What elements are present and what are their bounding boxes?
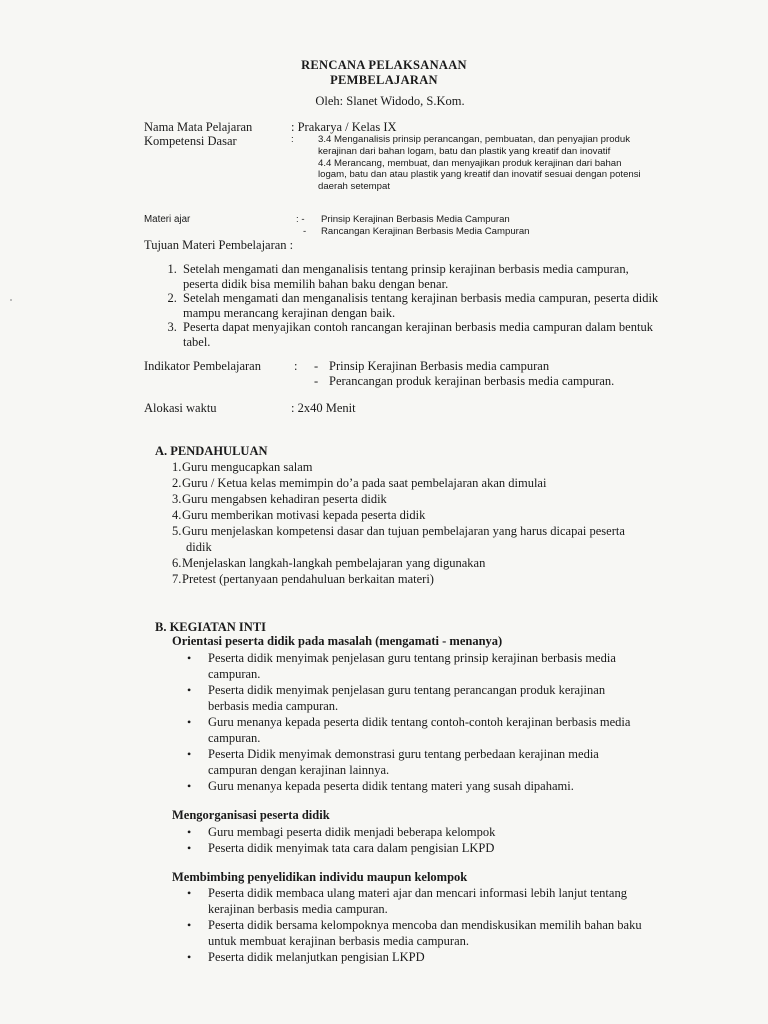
kd-item-text: 4.4 Merancang, membuat, dan menyajikan produk kerajinan dari bahan logam, batu dan atau plastik yang kreatif dan inovatif sesuai dengan potensi daerah setempat — [318, 157, 641, 193]
scan-speck — [10, 299, 12, 301]
list-item: 2. Setelah mengamati dan menganalisis tentang kerajinan berbasis media campuran, peserta didik mampu merancang kerajinan dengan baik. — [180, 291, 662, 320]
membimbing-heading: Membimbing penyelidikan individu maupun kelompok — [172, 870, 468, 884]
tujuan-label: Tujuan Materi Pembelajaran : — [144, 238, 294, 252]
kd-label: Kompetensi Dasar — [144, 134, 237, 148]
alokasi-label: Alokasi waktu — [144, 401, 217, 415]
orientasi-list — [186, 650, 646, 794]
list-item: • Guru menanya kepada peserta didik tentang contoh-contoh kerajinan berbasis media campuran. — [187, 715, 631, 745]
list-item: • Peserta didik bersama kelompoknya mencoba dan mendiskusikan memilih bahan baku untuk membuat kerajinan berbasis media campuran. — [187, 918, 642, 948]
pendahuluan-list — [172, 459, 642, 587]
materi-item-text: Rancangan Kerajinan Berbasis Media Campuran — [321, 225, 530, 237]
bullet-icon: • — [187, 779, 192, 793]
list-item: • Peserta didik membaca ulang materi ajar dan mencari informasi lebih lanjut tentang kerajinan berbasis media campuran. — [187, 886, 627, 916]
list-item: 4. Guru memberikan motivasi kepada peserta didik — [172, 508, 426, 522]
list-item: 5. Guru menjelaskan kompetensi dasar dan tujuan pembelajaran yang harus dicapai peserta — [172, 524, 625, 538]
list-item: • Peserta Didik menyimak demonstrasi guru tentang perbedaan kerajinan media campuran dengan kerajinan lainnya. — [187, 747, 599, 777]
bullet-icon: • — [187, 747, 192, 761]
indikator-label: Indikator Pembelajaran — [144, 359, 261, 373]
materi-item-text: Prinsip Kerajinan Berbasis Media Campuran — [321, 214, 510, 225]
kd-item-text: 3.4 Menganalisis prinsip perancangan, pembuatan, dan penyajian produk kerajinan dari bahan logam, batu dan plastik yang kreatif dan inovatif — [318, 134, 631, 157]
mengorganisasi-heading: Mengorganisasi peserta didik — [172, 808, 330, 822]
list-item: 1. Setelah mengamati dan menganalisis tentang prinsip kerajinan berbasis media campuran, peserta didik bisa memilih bahan baku dengan benar. — [180, 262, 662, 291]
indikator-item-text: Perancangan produk kerajinan berbasis media campuran. — [329, 374, 615, 388]
indikator-item: - Perancangan produk kerajinan berbasis media campuran. — [314, 374, 615, 388]
doc-title-line2: PEMBELAJARAN — [330, 73, 438, 87]
doc-title-line1: RENCANA PELAKSANAAN — [301, 58, 467, 72]
list-item-continuation: didik — [186, 540, 212, 554]
indikator-item-text: Prinsip Kerajinan Berbasis media campuran — [329, 359, 550, 373]
mapel-label: Nama Mata Pelajaran — [144, 120, 253, 134]
bullet-icon: • — [187, 715, 192, 729]
list-item: • Peserta didik menyimak tata cara dalam pengisian LKPD — [187, 841, 495, 855]
section-a-heading: A. PENDAHULUAN — [155, 444, 268, 458]
materi-dash: - — [303, 225, 307, 237]
list-item: • Guru menanya kepada peserta didik tentang materi yang susah dipahami. — [187, 779, 574, 793]
list-item: 6. Menjelaskan langkah-langkah pembelajaran yang digunakan — [172, 556, 486, 570]
list-item: 3. Peserta dapat menyajikan contoh rancangan kerajinan berbasis media campuran dalam bentuk tabel. — [180, 320, 662, 349]
list-item: • Peserta didik menyimak penjelasan guru tentang prinsip kerajinan berbasis media campuran. — [187, 651, 616, 681]
materi-item — [296, 226, 530, 238]
list-item: 7. Pretest (pertanyaan pendahuluan berkaitan materi) — [172, 572, 434, 586]
materi-item — [296, 214, 530, 226]
bullet-icon: • — [187, 683, 192, 697]
list-item: 2. Guru / Ketua kelas memimpin do’a pada saat pembelajaran akan dimulai — [172, 476, 547, 490]
bullet-icon: • — [187, 886, 192, 900]
kd-prefix: : — [291, 134, 297, 145]
list-item: 3. Guru mengabsen kehadiran peserta didik — [172, 492, 387, 506]
indikator-list — [294, 359, 614, 389]
materi-list — [296, 214, 530, 238]
bullet-icon: • — [187, 950, 192, 964]
membimbing-list — [186, 885, 646, 965]
materi-label: Materi ajar — [144, 214, 191, 225]
kd-item — [291, 158, 651, 193]
bullet-icon: • — [187, 651, 192, 665]
mapel-value: : Prakarya / Kelas IX — [291, 120, 397, 134]
indikator-prefix: : — [294, 359, 298, 373]
indikator-item: : - Prinsip Kerajinan Berbasis media campuran — [294, 359, 550, 373]
bullet-icon: • — [187, 825, 192, 839]
list-item: 1. Guru mengucapkan salam — [172, 460, 313, 474]
section-b-heading: B. KEGIATAN INTI — [155, 620, 267, 634]
alokasi-value: : 2x40 Menit — [291, 401, 356, 415]
kd-item — [291, 134, 651, 158]
kd-block — [291, 134, 651, 193]
list-item: • Peserta didik melanjutkan pengisian LKPD — [187, 950, 425, 964]
tujuan-list — [158, 262, 662, 349]
list-item: • Peserta didik menyimak penjelasan guru tentang perancangan produk kerajinan berbasis media campuran. — [187, 683, 606, 713]
bullet-icon: • — [187, 841, 192, 855]
orientasi-heading: Orientasi peserta didik pada masalah (mengamati - menanya) — [172, 634, 503, 648]
materi-prefix: : - — [296, 214, 305, 225]
list-item: • Guru membagi peserta didik menjadi beberapa kelompok — [187, 825, 496, 839]
bullet-icon: • — [187, 918, 192, 932]
mengorganisasi-list — [186, 824, 646, 856]
doc-author: Oleh: Slanet Widodo, S.Kom. — [315, 94, 465, 108]
